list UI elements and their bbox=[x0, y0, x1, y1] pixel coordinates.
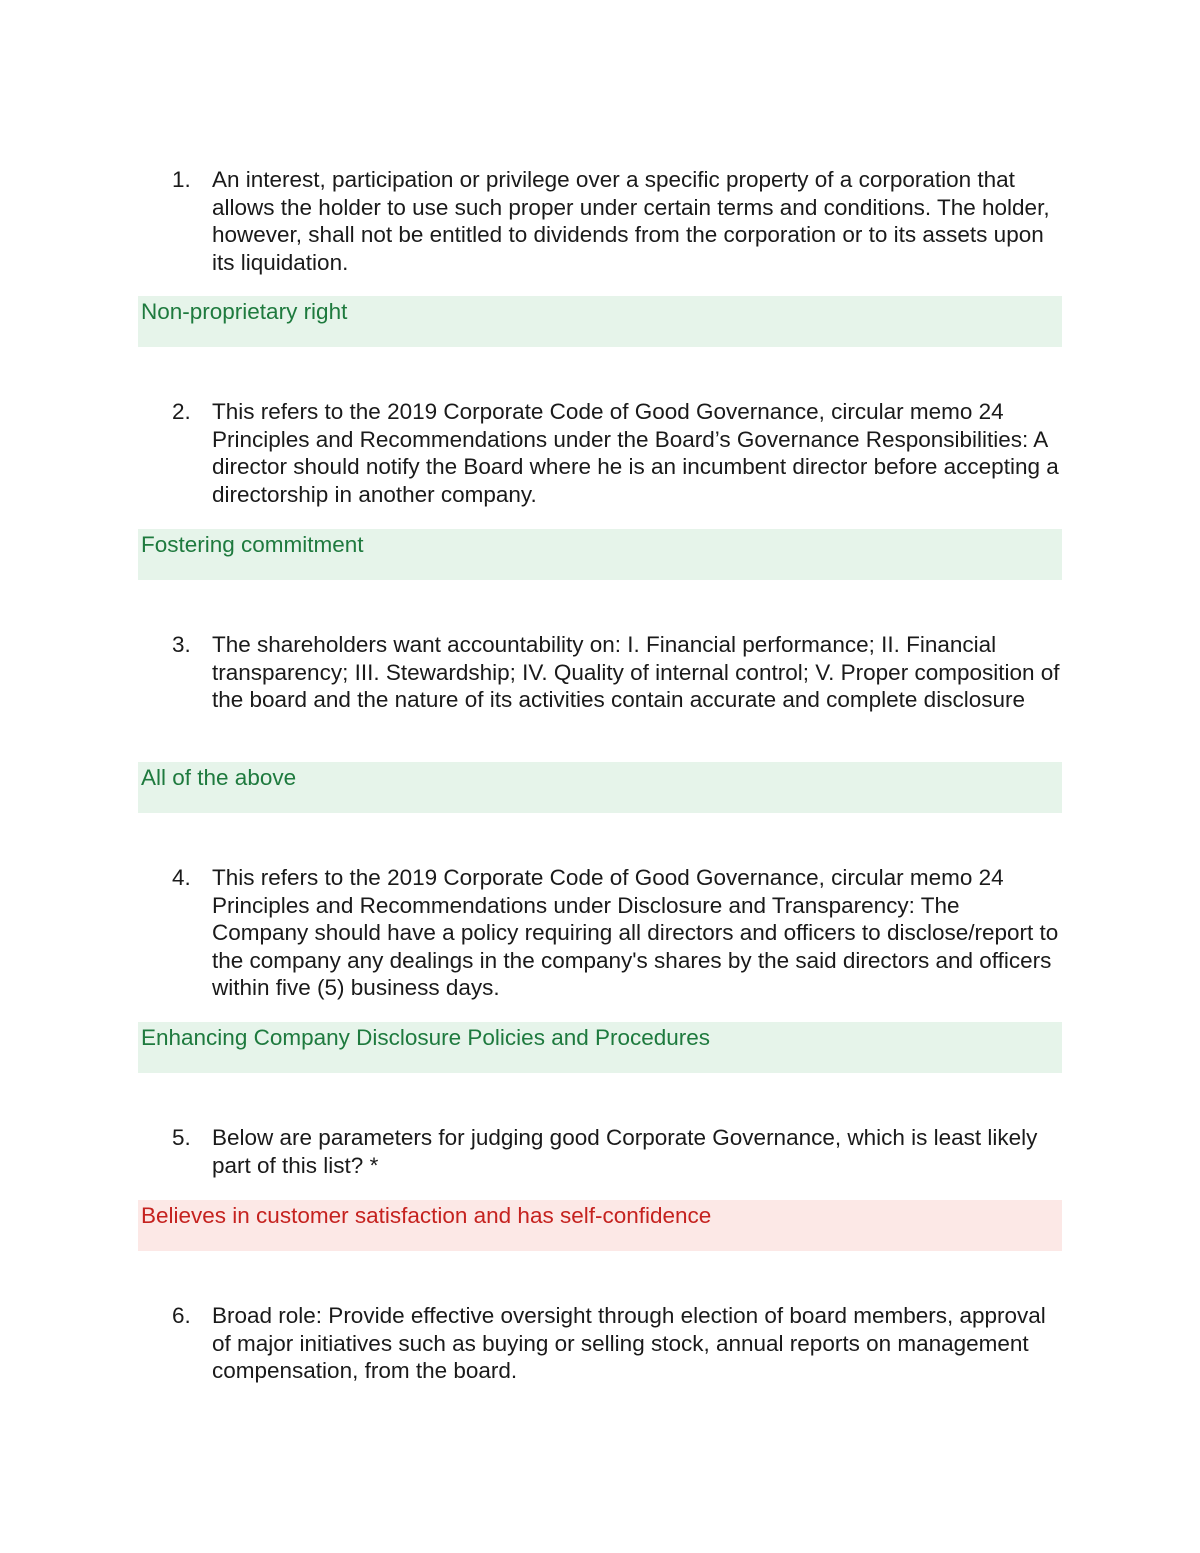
question-text: An interest, participation or privilege over a specific property of a corporation that allows the holder to use such proper under certain terms and conditions. The holder, however, shall not be entitled to dividends from the corporation or to its assets upon its liquidation. bbox=[212, 167, 1050, 275]
question-text: Broad role: Provide effective oversight through election of board members, approval of major initiatives such as buying or selling stock, annual reports on management compensation, from the board. bbox=[212, 1303, 1046, 1383]
answer-3 bbox=[138, 762, 1062, 813]
answer-text: Believes in customer satisfaction and has self-confidence bbox=[141, 1203, 712, 1228]
question-6 bbox=[172, 1302, 1062, 1385]
question-number: 4. bbox=[172, 865, 191, 890]
answer-1 bbox=[138, 296, 1062, 347]
question-number: 1. bbox=[172, 167, 191, 192]
question-number: 2. bbox=[172, 399, 191, 424]
question-4 bbox=[172, 864, 1062, 1002]
answer-4 bbox=[138, 1022, 1062, 1073]
answer-2 bbox=[138, 529, 1062, 580]
question-number: 5. bbox=[172, 1125, 191, 1150]
question-text: This refers to the 2019 Corporate Code of Good Governance, circular memo 24 Principles and Recommendations under Disclosure and Transparency: The Company should have a policy requiring all directors and officers to disclose/report to the company any dealings in the company's shares by the said directors and officers within five (5) business days. bbox=[212, 865, 1059, 1000]
answer-5 bbox=[138, 1200, 1062, 1251]
answer-text: All of the above bbox=[141, 765, 297, 790]
question-text: The shareholders want accountability on: I. Financial performance; II. Financial transparency; III. Stewardship; IV. Quality of internal control; V. Proper composition of the board and the nature of its activities contain accurate and complete disclosure bbox=[212, 632, 1060, 712]
question-number: 3. bbox=[172, 632, 191, 657]
answer-text: Non-proprietary right bbox=[141, 299, 348, 324]
answer-text: Enhancing Company Disclosure Policies and Procedures bbox=[141, 1025, 711, 1050]
answer-text: Fostering commitment bbox=[141, 532, 364, 557]
question-number: 6. bbox=[172, 1303, 191, 1328]
question-text: This refers to the 2019 Corporate Code of Good Governance, circular memo 24 Principles and Recommendations under the Board’s Governance Responsibilities: A director should notify the Board where he is an incumbent director before accepting a directorship in another company. bbox=[212, 399, 1059, 507]
question-1 bbox=[172, 166, 1062, 276]
question-3 bbox=[172, 631, 1062, 714]
question-text: Below are parameters for judging good Corporate Governance, which is least likely part of this list? * bbox=[212, 1125, 1038, 1178]
question-2 bbox=[172, 398, 1062, 508]
question-5 bbox=[172, 1124, 1062, 1179]
